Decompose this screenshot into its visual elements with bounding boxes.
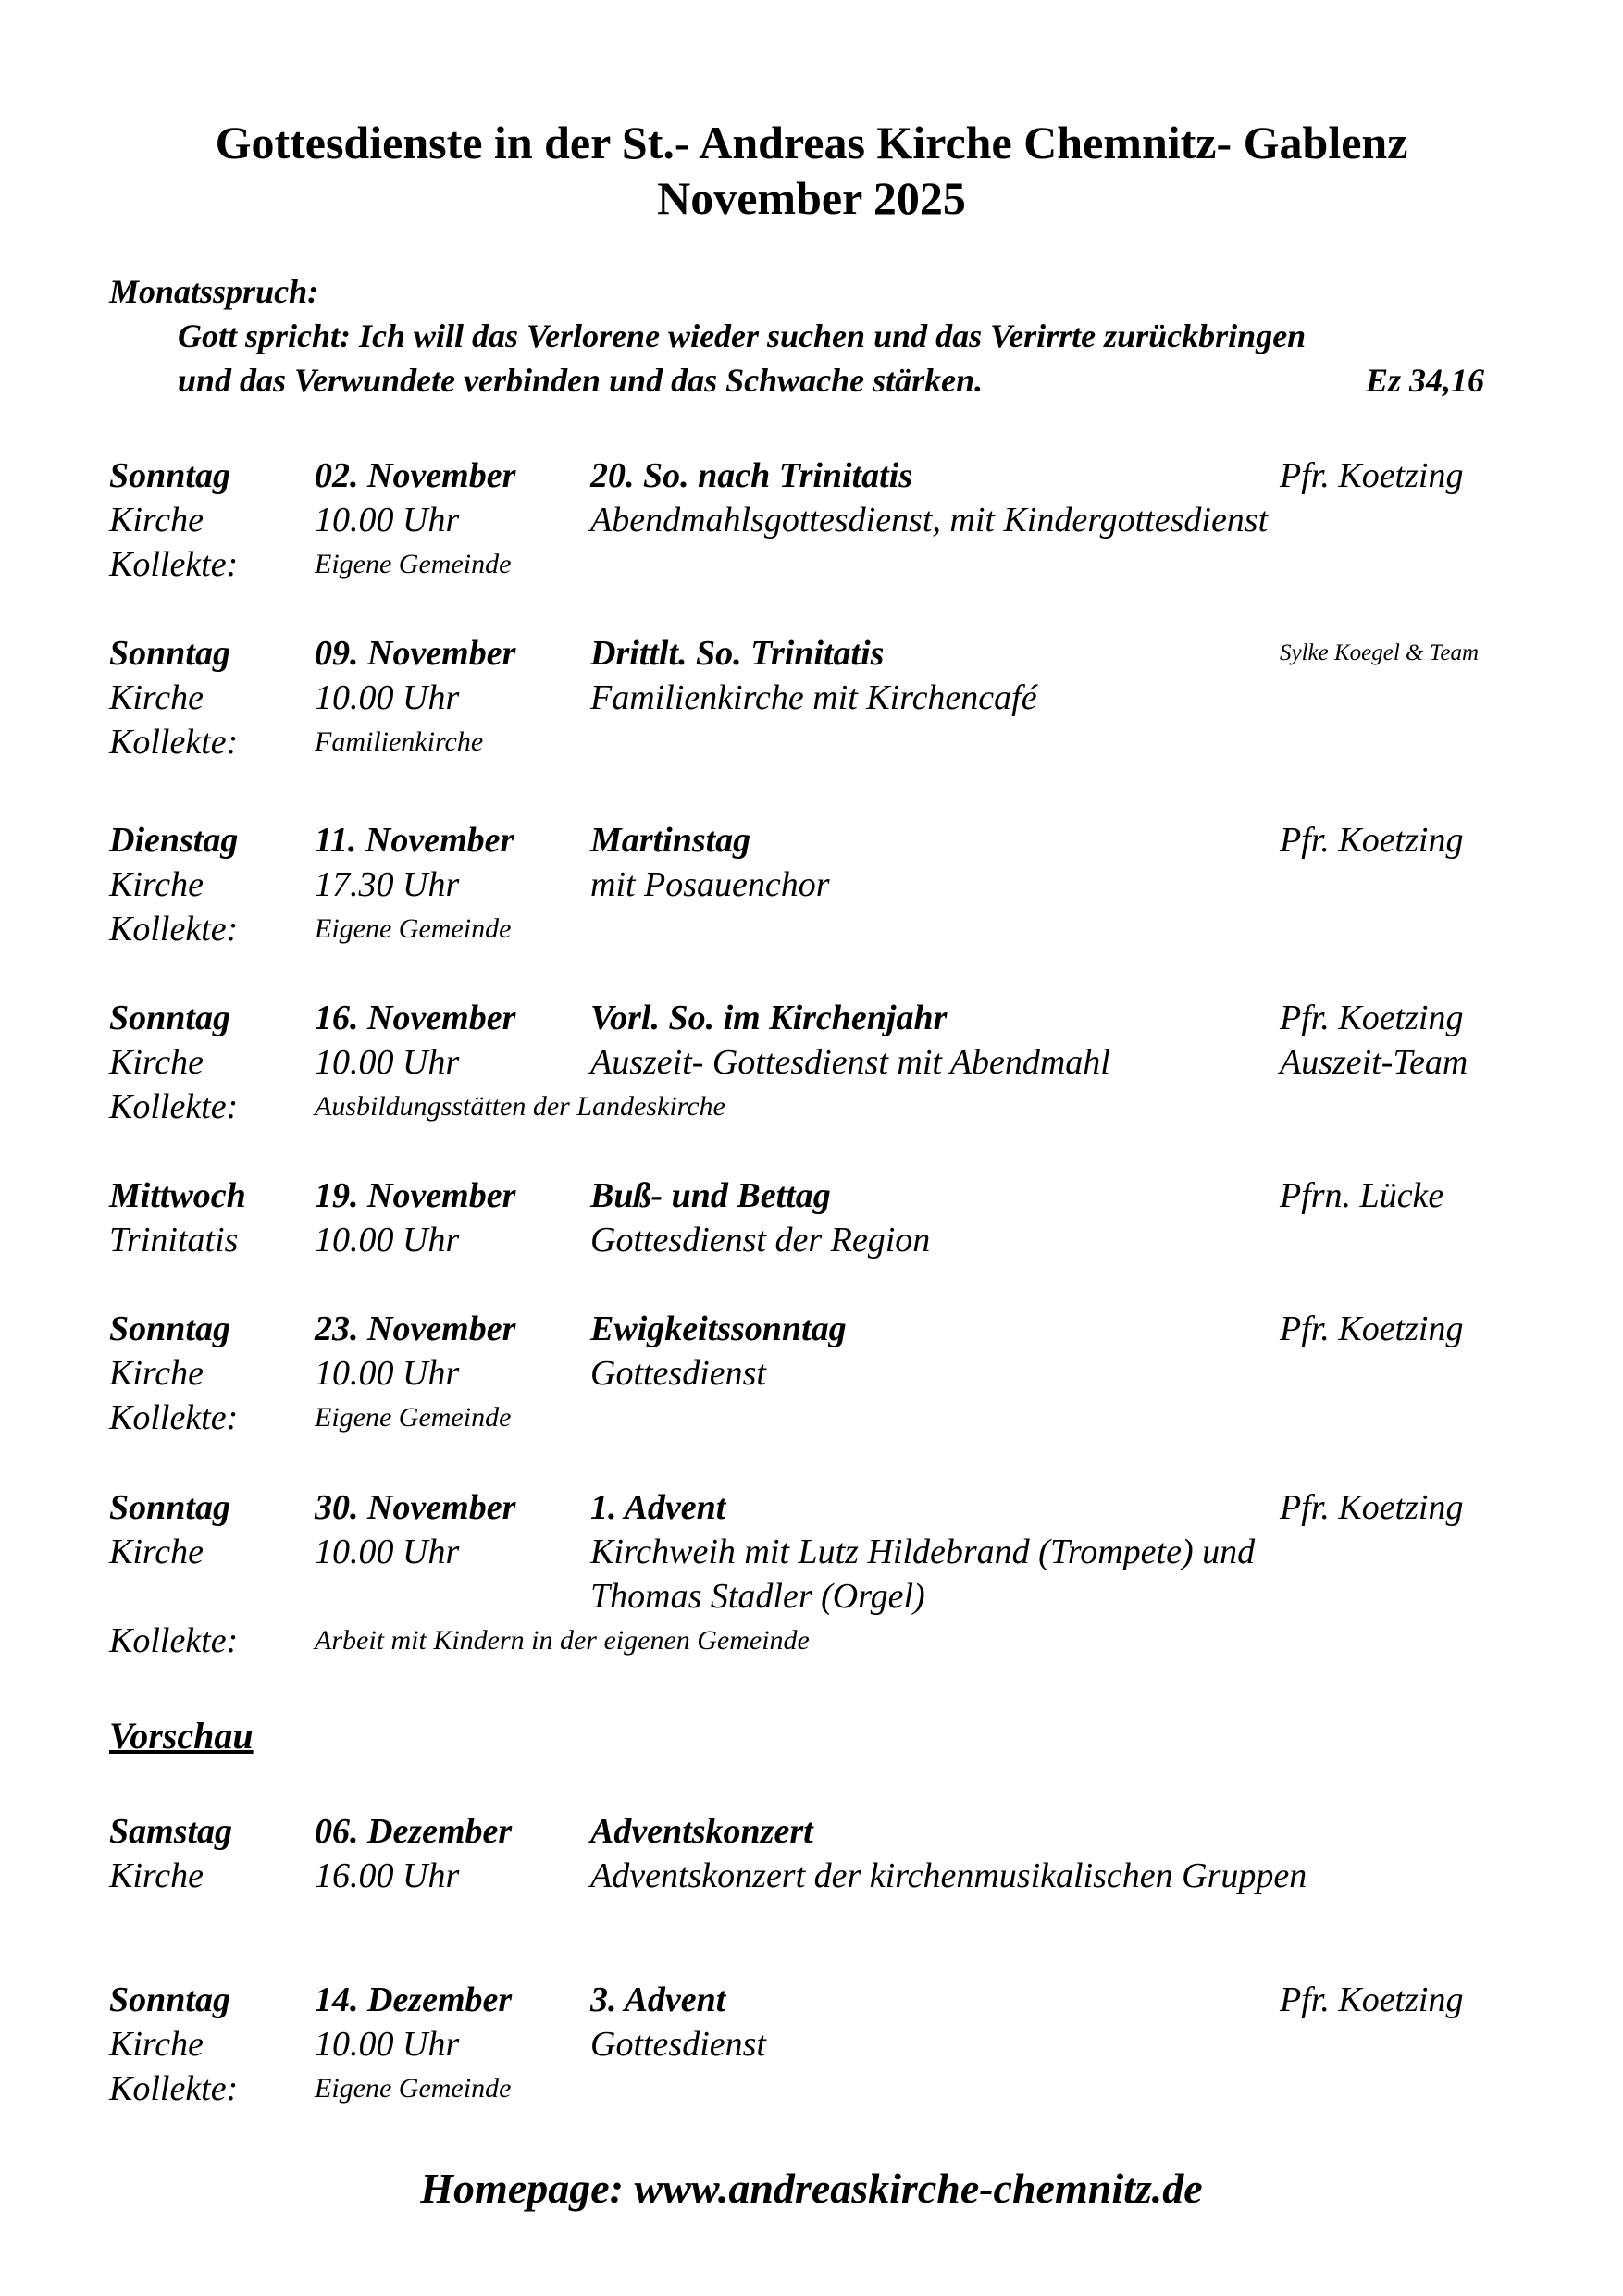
event-description-continued: Thomas Stadler (Orgel): [590, 1577, 925, 1616]
event-collection-row: [0, 2066, 1623, 2111]
event-place: Kirche: [109, 1354, 204, 1393]
event-detail-row: [0, 498, 1623, 542]
event-time: 16.00 Uhr: [315, 1856, 460, 1895]
event-detail-row: [0, 1854, 1623, 1898]
event-day: Sonntag: [109, 634, 230, 673]
event-detail-continuation-row: [0, 1574, 1623, 1619]
event-place: Kirche: [109, 1533, 204, 1571]
event-header-row: [0, 453, 1623, 498]
motto-label: Monatsspruch:: [109, 273, 319, 310]
event-day: Sonntag: [109, 1488, 230, 1527]
event-description: Gottesdienst: [590, 1354, 766, 1393]
event-day: Sonntag: [109, 1309, 230, 1348]
event-collection-row: [0, 720, 1623, 764]
event-person: Pfr. Koetzing: [1280, 456, 1464, 495]
event-detail-row: [0, 676, 1623, 720]
event-block: [0, 1173, 1623, 1262]
event-date: 02. November: [315, 456, 516, 495]
preview-heading: Vorschau: [109, 1715, 254, 1756]
event-detail-row: [0, 863, 1623, 907]
event-person: Pfrn. Lücke: [1280, 1176, 1444, 1215]
event-time: 10.00 Uhr: [315, 1354, 460, 1393]
event-person: Pfr. Koetzing: [1280, 821, 1464, 860]
event-title: Vorl. So. im Kirchenjahr: [590, 999, 948, 1037]
event-detail-row: [0, 1351, 1623, 1396]
event-person: Pfr. Koetzing: [1280, 999, 1464, 1037]
event-block: [0, 996, 1623, 1129]
event-date: 14. Dezember: [315, 1980, 513, 2019]
motto-reference: Ez 34,16: [1365, 362, 1484, 399]
collection-value: Eigene Gemeinde: [315, 2073, 512, 2104]
event-place: Trinitatis: [109, 1221, 239, 1260]
collection-label: Kollekte:: [109, 1087, 239, 1126]
event-place: Kirche: [109, 2025, 204, 2064]
event-day: Mittwoch: [109, 1176, 246, 1215]
event-date: 09. November: [315, 634, 516, 673]
event-description: Gottesdienst: [590, 2025, 766, 2064]
collection-value: Eigene Gemeinde: [315, 913, 512, 944]
event-description: Auszeit- Gottesdienst mit Abendmahl: [590, 1043, 1110, 1082]
event-block: [0, 631, 1623, 764]
event-header-row: [0, 996, 1623, 1040]
event-title: 20. So. nach Trinitatis: [590, 456, 913, 495]
preview-event-block: [0, 1978, 1623, 2111]
event-collection-row: [0, 1396, 1623, 1440]
event-time: 17.30 Uhr: [315, 865, 460, 904]
event-person-secondary: Auszeit-Team: [1280, 1043, 1468, 1082]
collection-label: Kollekte:: [109, 723, 239, 762]
event-date: 06. Dezember: [315, 1812, 513, 1851]
page-subtitle-month: November 2025: [657, 172, 966, 224]
collection-value: Ausbildungsstätten der Landeskirche: [315, 1091, 725, 1122]
event-description: Kirchweih mit Lutz Hildebrand (Trompete) und: [590, 1533, 1256, 1571]
event-description: Adventskonzert der kirchenmusikalischen Gruppen: [590, 1856, 1307, 1895]
collection-value: Eigene Gemeinde: [315, 549, 512, 579]
event-detail-row: [0, 1530, 1623, 1574]
preview-event-block: [0, 1809, 1623, 1898]
event-collection-row: [0, 907, 1623, 951]
event-date: 19. November: [315, 1176, 516, 1215]
homepage-link[interactable]: Homepage: www.andreaskirche-chemnitz.de: [420, 2165, 1203, 2212]
event-time: 10.00 Uhr: [315, 1533, 460, 1571]
collection-label: Kollekte:: [109, 910, 239, 949]
event-block: [0, 453, 1623, 587]
collection-value: Arbeit mit Kindern in der eigenen Gemeinde: [315, 1625, 810, 1656]
event-date: 11. November: [315, 821, 514, 860]
event-description: Gottesdienst der Region: [590, 1221, 931, 1260]
event-day: Dienstag: [109, 821, 239, 860]
event-day: Sonntag: [109, 456, 230, 495]
collection-label: Kollekte:: [109, 2069, 239, 2108]
event-collection-row: [0, 1619, 1623, 1663]
event-block: [0, 1485, 1623, 1663]
event-header-row: [0, 1307, 1623, 1351]
event-title: Buß- und Bettag: [590, 1176, 831, 1215]
event-time: 10.00 Uhr: [315, 1043, 460, 1082]
event-person: Pfr. Koetzing: [1280, 1309, 1464, 1348]
event-time: 10.00 Uhr: [315, 501, 460, 540]
event-date: 16. November: [315, 999, 516, 1037]
event-collection-row: [0, 1085, 1623, 1129]
collection-label: Kollekte:: [109, 1621, 239, 1660]
event-title: Martinstag: [590, 821, 751, 860]
event-header-row: [0, 631, 1623, 676]
event-day: Samstag: [109, 1812, 233, 1851]
motto-text-line2: und das Verwundete verbinden und das Schwache stärken.: [178, 362, 984, 399]
event-header-row: [0, 1485, 1623, 1530]
collection-label: Kollekte:: [109, 545, 239, 584]
event-block: [0, 1307, 1623, 1440]
event-day: Sonntag: [109, 999, 230, 1037]
event-header-row: [0, 818, 1623, 863]
event-date: 30. November: [315, 1488, 516, 1527]
page-title: Gottesdienste in der St.- Andreas Kirche Chemnitz- Gablenz: [215, 117, 1408, 168]
event-header-row: [0, 1978, 1623, 2022]
event-person: Pfr. Koetzing: [1280, 1488, 1464, 1527]
event-place: Kirche: [109, 865, 204, 904]
event-place: Kirche: [109, 1856, 204, 1895]
event-title: Adventskonzert: [590, 1812, 813, 1851]
event-block: [0, 818, 1623, 951]
event-title: Drittlt. So. Trinitatis: [590, 634, 885, 673]
event-header-row: [0, 1809, 1623, 1854]
event-detail-row: [0, 2022, 1623, 2066]
event-description: Familienkirche mit Kirchencafé: [590, 678, 1037, 717]
event-place: Kirche: [109, 678, 204, 717]
event-title: 3. Advent: [590, 1980, 726, 2019]
event-person: Pfr. Koetzing: [1280, 1980, 1464, 2019]
collection-value: Eigene Gemeinde: [315, 1402, 512, 1433]
event-time: 10.00 Uhr: [315, 2025, 460, 2064]
event-person: Sylke Koegel & Team: [1280, 640, 1480, 665]
event-description: mit Posauenchor: [590, 865, 830, 904]
event-place: Kirche: [109, 501, 204, 540]
event-time: 10.00 Uhr: [315, 678, 460, 717]
event-collection-row: [0, 542, 1623, 587]
event-date: 23. November: [315, 1309, 516, 1348]
event-day: Sonntag: [109, 1980, 230, 2019]
event-header-row: [0, 1173, 1623, 1218]
motto-text-line1: Gott spricht: Ich will das Verlorene wieder suchen und das Verirrte zurückbringen: [178, 317, 1307, 354]
event-detail-row: [0, 1218, 1623, 1262]
event-detail-row: [0, 1040, 1623, 1085]
event-title: Ewigkeitssonntag: [590, 1309, 847, 1348]
event-time: 10.00 Uhr: [315, 1221, 460, 1260]
event-title: 1. Advent: [590, 1488, 726, 1527]
collection-value: Familienkirche: [315, 726, 484, 757]
event-place: Kirche: [109, 1043, 204, 1082]
collection-label: Kollekte:: [109, 1398, 239, 1437]
event-description: Abendmahlsgottesdienst, mit Kindergottesdienst: [590, 501, 1269, 540]
